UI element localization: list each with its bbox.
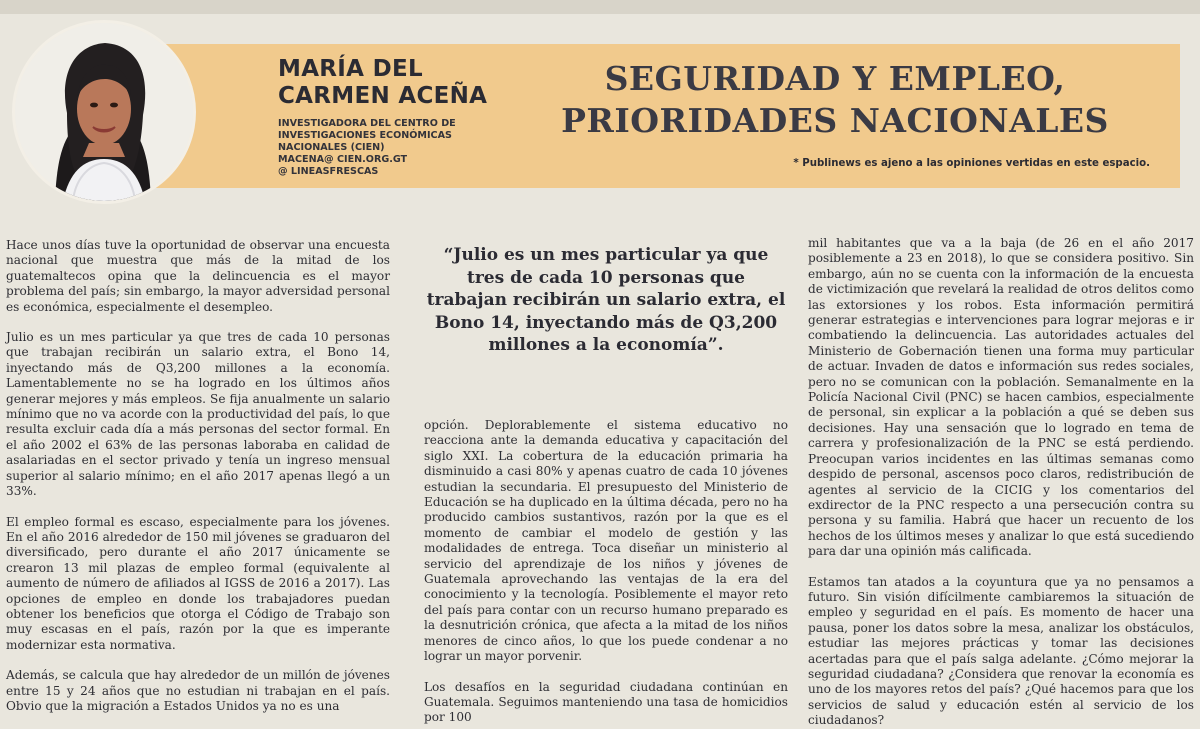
author-photo: [12, 20, 196, 204]
pull-quote: “Julio es un mes particular ya que tres de cada 10 personas que trabajan recibirán un salario extra, el Bono 14, inyectando más de Q3,200 millones a la economía”.: [426, 245, 786, 355]
paragraph: Julio es un mes particular ya que tres de cada 10 personas que trabajan recibirán un salario extra, el Bono 14, inyectando más de Q3,200 millones a la economía. Lamentablemente no se ha logrado en los últimos años generar mejores y más empleos. Se fija anualmente un salario mínimo que no va acorde con la productividad del país, lo que resulta excluir cada día a más personas del sector formal. En el año 2002 el 63% de las personas laboraba en calidad de asalariadas en el sector privado y tenía un ingreso mensual superior al salario mínimo; en el año 2017 apenas llegó a un 33%.: [6, 330, 390, 499]
disclaimer-note: * Publinews es ajeno a las opiniones vertidas en este espacio.: [793, 158, 1150, 169]
article-column-3: [808, 236, 1194, 729]
article-headline: [515, 58, 1155, 142]
article-column-2: [424, 418, 788, 726]
author-info-line: INVESTIGACIONES ECONÓMICAS: [278, 130, 452, 141]
author-social-handle: @ LINEASFRESCAS: [278, 166, 379, 177]
paragraph: Hace unos días tuve la oportunidad de observar una encuesta nacional que muestra que más de la mitad de los guatemaltecos opina que la delincuencia es el mayor problema del país; sin embargo, la mayor adversidad personal es económica, especialmente el desempleo.: [6, 238, 390, 314]
paragraph: mil habitantes que va a la baja (de 26 en el año 2017 posiblemente a 23 en 2018), lo que se considera positivo. Sin embargo, aún no se cuenta con la información de la encuesta de victimización que revelará la realidad de otros delitos como las extorsiones y los robos. Esta información permitirá generar estrategias e intervenciones para lograr mejoras e ir combatiendo la delincuencia. Las autoridades actuales del Ministerio de Gobernación tienen una forma muy particular de actuar. Invaden de datos e información sus redes sociales, pero no se comunican con la población. Semanalmente en la Policía Nacional Civil (PNC) se hacen cambios, especialmente de personal, sin explicar a la población a qué se deben sus decisiones. Hay una sensación que lo logrado en tema de carrera y profesionalización de la PNC se está perdiendo. Preocupan varios incidentes en las últimas semanas como despido de personal, ascensos poco claros, redistribución de agentes al servicio de la CICIG y los comentarios del exdirector de la PNC respecto a una persecución contra su persona y su familia. Habrá que hacer un recuento de los hechos de los últimos meses y analizar lo que está sucediendo para dar una opinión más calificada.: [808, 236, 1194, 559]
author-info-line: NACIONALES (CIEN): [278, 142, 385, 153]
headline-line1: SEGURIDAD Y EMPLEO,: [604, 59, 1066, 98]
headline-line2: PRIORIDADES NACIONALES: [561, 101, 1109, 140]
paragraph: Los desafíos en la seguridad ciudadana continúan en Guatemala. Seguimos manteniendo una tasa de homicidios por 100: [424, 679, 788, 725]
paragraph: Además, se calcula que hay alrededor de un millón de jóvenes entre 15 y 24 años que no estudian ni trabajan en el país. Obvio que la migración a Estados Unidos ya no es una: [6, 668, 390, 713]
author-info-line: INVESTIGADORA DEL CENTRO DE: [278, 118, 456, 129]
author-name-line2: CARMEN ACEÑA: [278, 83, 488, 109]
paragraph: El empleo formal es escaso, especialmente para los jóvenes. En el año 2016 alrededor de 150 mil jóvenes se graduaron del diversificado, pero durante el año 2017 únicamente se crearon 13 mil plazas de empleo formal (equivalente al aumento de número de afiliados al IGSS de 2016 a 2017). Las opciones de empleo en donde los trabajadores puedan obtener los beneficios que otorga el Código de Trabajo son muy escasas en el país, razón por la que es imperante modernizar esta normativa.: [6, 514, 390, 652]
author-affiliation: [278, 118, 498, 178]
author-name-line1: MARÍA DEL: [278, 56, 423, 82]
paragraph: Estamos tan atados a la coyuntura que ya no pensamos a futuro. Sin visión difícilmente cambiaremos la situación de empleo y seguridad en el país. Es momento de hacer una pausa, poner los datos sobre la mesa, analizar los obstáculos, estudiar las mejores prácticas y tomar las decisiones acertadas para que el país salga adelante. ¿Cómo mejorar la seguridad ciudadana? ¿Considera que renovar la economía es uno de los mayores retos del país? ¿Qué hacemos para que los servicios de salud y educación estén al servicio de los ciudadanos?: [808, 574, 1194, 728]
author-email: MACENA@ CIEN.ORG.GT: [278, 154, 408, 165]
author-name: [278, 56, 488, 110]
page-top-edge: [0, 0, 1200, 14]
article-column-1: [6, 238, 390, 714]
paragraph: opción. Deplorablemente el sistema educativo no reacciona ante la demanda educativa y capacitación del siglo XXI. La cobertura de la educación primaria ha disminuido a casi 80% y apenas cuatro de cada 10 jóvenes estudian la secundaria. El presupuesto del Ministerio de Educación se ha duplicado en la última década, pero no ha producido cambios sustantivos, razón por la que es el momento de cambiar el modelo de gestión y las modalidades de entrega. Toca diseñar un ministerio al servicio del aprendizaje de los niños y jóvenes de Guatemala aprovechando las ventajas de la era del conocimiento y la tecnología. Posiblemente el mayor reto del país para contar con un recurso humano preparado es la desnutrición crónica, que afecta a la mitad de los niños menores de cinco años, lo que los puede condenar a no lograr un mayor porvenir.: [424, 418, 788, 664]
